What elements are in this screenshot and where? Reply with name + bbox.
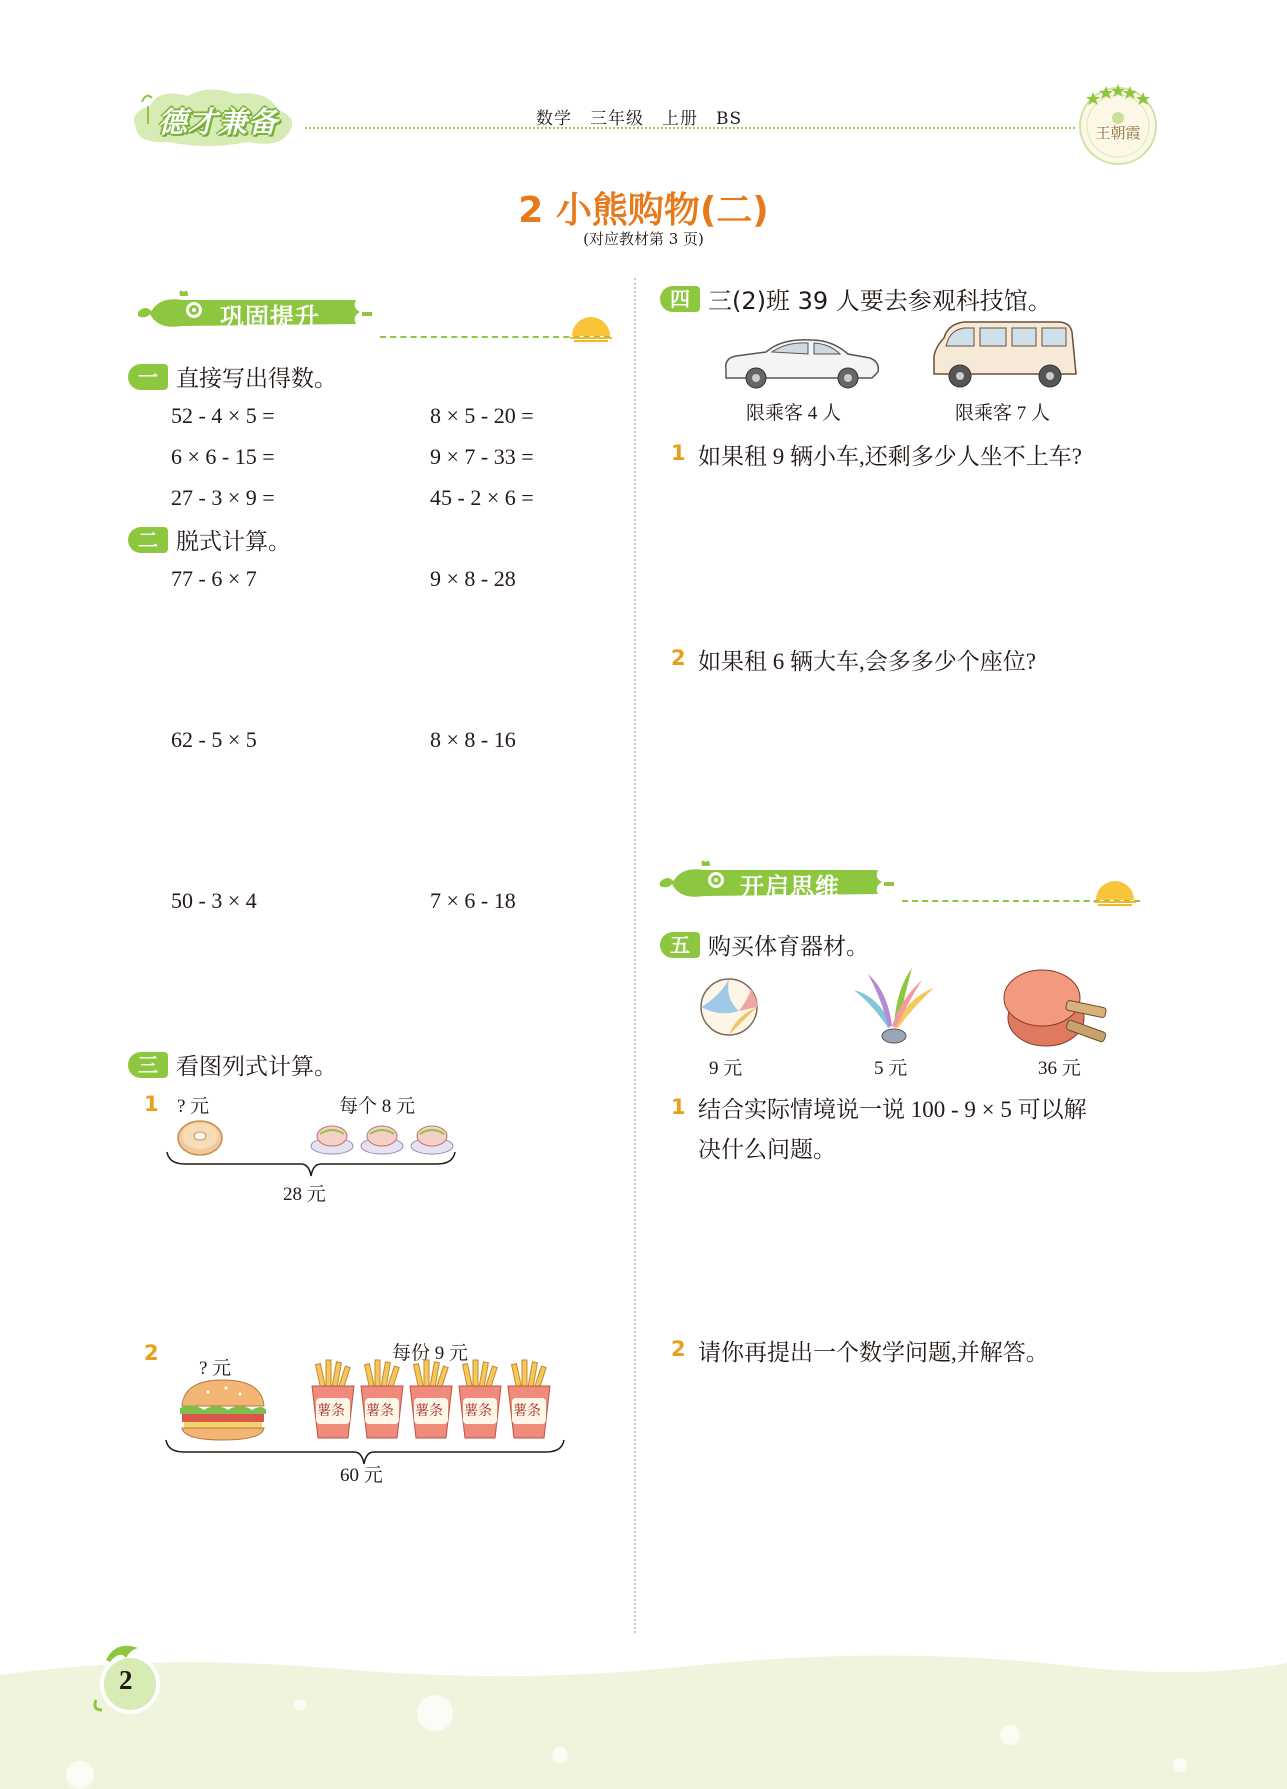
subquestion-number: 2 [671,646,686,670]
van-icon [930,318,1080,394]
fries-label: 薯条 [415,1404,443,1419]
logo-text: 德才兼备 [158,105,279,139]
question-badge: 一 [128,364,168,390]
section-banner-consolidate [138,290,378,334]
subquestion-number: 1 [144,1092,159,1116]
question-5-header [660,928,869,961]
page-number: 2 [119,1665,133,1695]
fries-icon [310,1356,560,1442]
fries-label: 薯条 [513,1404,541,1419]
total-brace [165,1150,457,1180]
subquestion-number: 1 [671,1095,686,1119]
calc-item: 77 - 6 × 7 [171,566,257,591]
question-3-header [128,1048,337,1081]
question-2-header [128,523,291,556]
calc-item: 8 × 8 - 16 [430,727,516,752]
unknown-price-label: ? 元 [199,1358,232,1379]
subquestion-number: 2 [671,1337,686,1361]
oral-item: 9 × 7 - 33 = [430,444,534,469]
oral-item: 52 - 4 × 5 = [171,403,275,428]
total-label: 28 元 [283,1184,326,1205]
calc-item: 7 × 6 - 18 [430,888,516,913]
brand-seal [1073,78,1163,168]
question-3-text: 看图列式计算。 [176,1054,337,1080]
section-title-thinking: 开启思维 [740,873,840,901]
question-4-text: 三(2)班 39 人要去参观科技馆。 [708,287,1052,315]
question-1-header [128,360,337,393]
question-badge: 五 [660,932,700,958]
section-banner-thinking [660,860,900,904]
paddle-price: 36 元 [1038,1058,1081,1079]
column-divider [634,278,636,1633]
van-capacity-label: 限乘客 7 人 [955,403,1051,424]
fries-label: 薯条 [317,1404,345,1419]
subquestion-text: 如果租 9 辆小车,还剩多少人坐不上车? [698,444,1082,469]
shuttlecock-price: 5 元 [874,1058,908,1079]
ball-price: 9 元 [709,1058,743,1079]
subquestion-text-line1: 结合实际情境说一说 100 - 9 × 5 可以解 [698,1097,1087,1122]
subquestion-text: 如果租 6 辆大车,会多多少个座位? [698,649,1036,674]
question-badge: 四 [660,286,700,312]
shuttlecock-icon [848,966,938,1048]
footer-wave [0,1645,1287,1789]
unknown-price-label: ? 元 [177,1096,210,1117]
page-subtitle: (对应教材第 3 页) [583,230,704,248]
question-2-text: 脱式计算。 [176,529,291,555]
sun-icon [566,310,616,344]
subquestion-text: 请你再提出一个数学问题,并解答。 [698,1340,1049,1365]
subquestion-number: 2 [144,1341,159,1365]
car-icon [722,334,882,390]
car-capacity-label: 限乘客 4 人 [746,403,842,424]
section-title-consolidate: 巩固提升 [220,303,320,331]
subject-line: 数学 三年级 上册 BS [536,109,743,129]
ball-icon [699,977,759,1037]
seal-text: 王朝霞 [1095,124,1141,142]
total-label: 60 元 [340,1465,383,1486]
subquestion-number: 1 [671,441,686,465]
calc-item: 9 × 8 - 28 [430,566,516,591]
question-5-text: 购买体育器材。 [708,934,869,960]
hamburger-icon [178,1378,268,1442]
question-badge: 三 [128,1052,168,1078]
question-1-text: 直接写出得数。 [176,366,337,392]
oral-item: 8 × 5 - 20 = [430,403,534,428]
oral-item: 6 × 6 - 15 = [171,444,275,469]
question-4-header [660,281,1052,316]
unit-price-label: 每个 8 元 [339,1096,416,1117]
fries-label: 薯条 [366,1404,394,1419]
oral-item: 27 - 3 × 9 = [171,485,275,510]
calc-item: 62 - 5 × 5 [171,727,257,752]
oral-item: 45 - 2 × 6 = [430,485,534,510]
subquestion-text-line2: 决什么问题。 [698,1137,836,1162]
unit-price-label: 每份 9 元 [392,1343,469,1364]
page-title: 2 小熊购物(二) [518,190,769,231]
sun-icon [1090,874,1140,908]
table-tennis-paddle-icon [1002,968,1110,1052]
fries-label: 薯条 [464,1404,492,1419]
calc-item: 50 - 3 × 4 [171,888,257,913]
question-badge: 二 [128,527,168,553]
